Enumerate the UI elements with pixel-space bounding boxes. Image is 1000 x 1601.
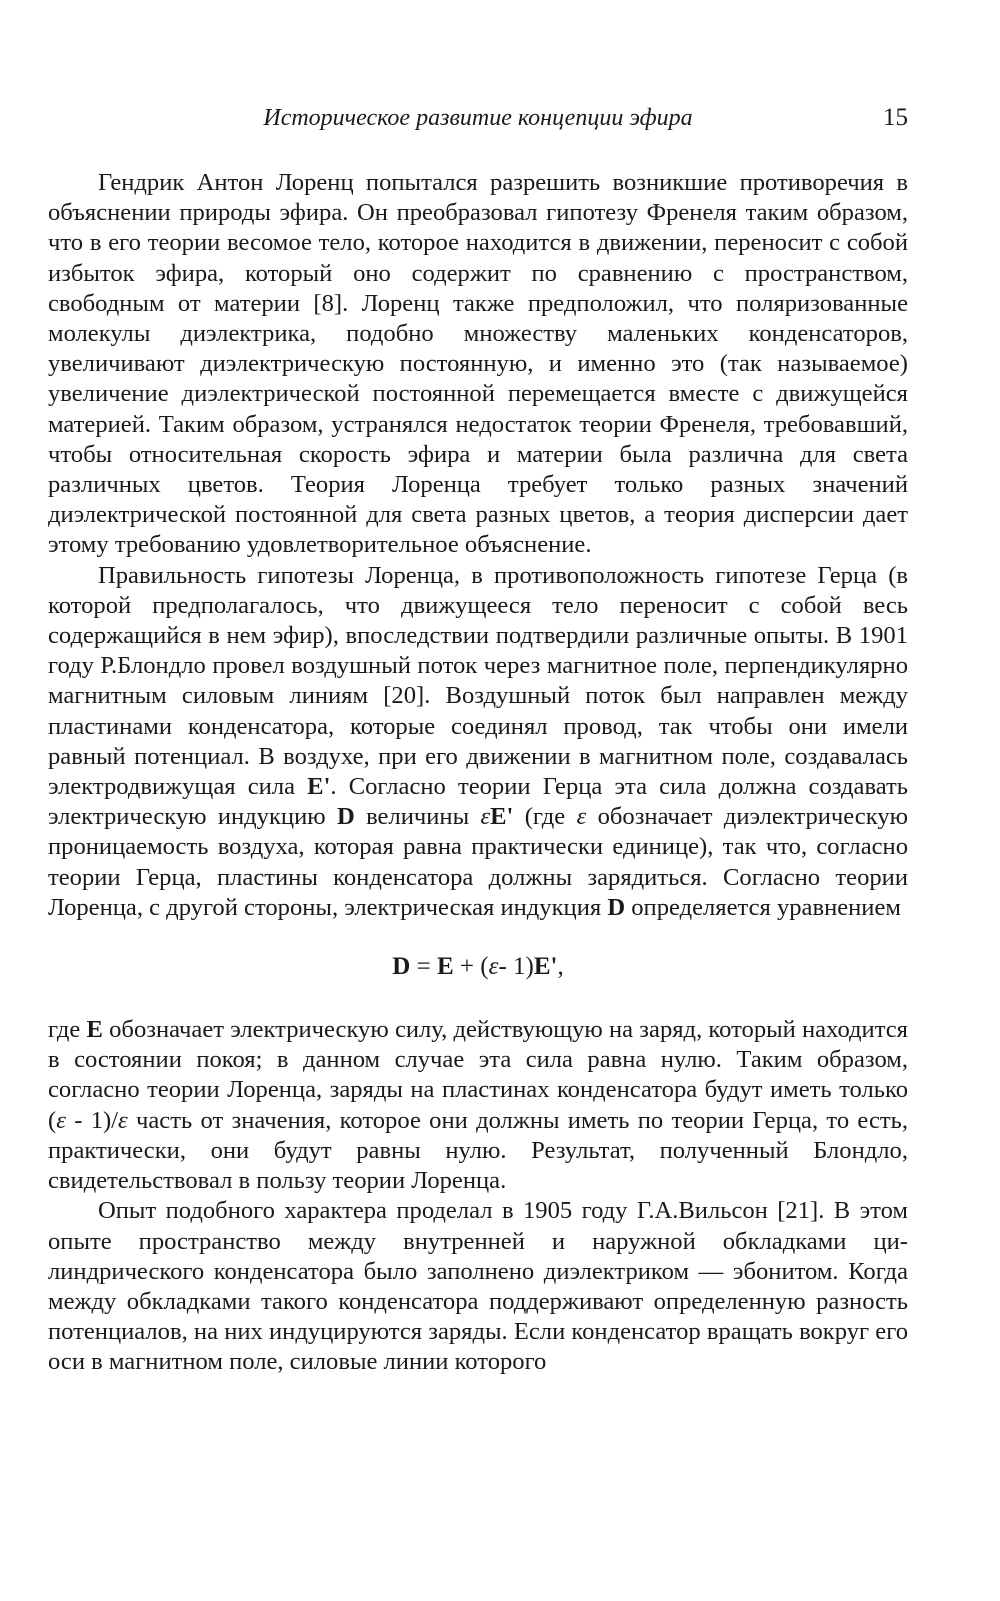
symbol-epsilon: ε: [118, 1106, 128, 1134]
symbol-epsilon: ε: [56, 1106, 66, 1134]
p3-text-4: часть от значения, которое они должны иметь по теории Герца, то есть, практически, они будут равны нулю. Результат, полученный Блондло, свидетельствовал в пользу теории Лоренца.: [48, 1106, 908, 1195]
formula-plus: + (: [453, 953, 489, 981]
p3-text-2: обозначает электрическую силу, действующую на заряд, который находится в состоянии покоя; в данном случае эта сила равна нулю. Таким образом, согласно теории Лоренца, заряды на пластинах конденсатора будут иметь только (: [48, 1016, 908, 1134]
formula-e: E: [436, 953, 454, 981]
p2-text-3: величины: [354, 803, 481, 831]
paragraph-2: [48, 561, 908, 923]
formula-e-prime: E': [533, 953, 558, 981]
symbol-e-prime: E': [490, 803, 514, 831]
symbol-epsilon: ε: [480, 803, 491, 831]
page-number: 15: [883, 104, 908, 131]
symbol-e: E: [86, 1016, 103, 1044]
paragraph-4: Опыт подобного характера проделал в 1905 году Г.А.Вильсон [21]. В этом опыте пространство между внутренней и наружной обкладками цилиндрического конденсатора было заполнено диэлектриком — эбонитом. Когда между обкладками такого конденсатора поддерживают определенную разность потенциалов, на них индуцируются заряды. Если конденсатор вращать вокруг его оси в магнитном поле, силовые линии которого: [48, 1197, 908, 1376]
symbol-epsilon: ε: [576, 803, 587, 831]
p2-text-5: обозначает диэлектрическую проницаемость воздуха, которая равна практически единице), так что, согласно теории Герца, пластины конденсатора должны зарядиться. Согласно теории Лоренца, с другой стороны, электрическая индукция: [48, 803, 908, 921]
symbol-d: D: [607, 893, 626, 921]
p2-text-2: . Согласно теории Герца эта сила должна создавать электрическую индукцию: [48, 773, 908, 831]
equation: [48, 949, 908, 985]
formula-minus: - 1): [498, 953, 534, 981]
page-header: [48, 100, 908, 136]
p2-text-4: (где: [513, 803, 577, 831]
p3-text-1: где: [48, 1016, 87, 1044]
formula-eq: =: [410, 953, 437, 981]
p3-text-3: - 1)/: [65, 1106, 119, 1134]
p2-text-6: определяется уравнением: [625, 893, 901, 921]
running-title: Историческое развитие концепции эфира: [263, 105, 693, 131]
symbol-d: D: [336, 803, 355, 831]
symbol-e-prime: E': [307, 773, 331, 801]
formula-comma: ,: [557, 953, 564, 981]
p2-text-1: Правильность гипотезы Лоренца, в противоположность гипотезе Герца (в которой предполагалось, что движущееся тело переносит с собой весь содержащийся в нем эфир), впоследствии подтвердили различные опыты. В 1901 году Р.Блондло провел воздушный поток через магнитное поле, перпендикулярно магнитным силовым линиям [20]. Воздушный поток был направлен между пластинами конденсатора, которые соединял провод, так чтобы они имели равный потенциал. В воздухе, при его движении в магнитном поле, создавалась электродвижущая сила: [48, 561, 908, 801]
paragraph-1: Гендрик Антон Лоренц попытался разрешить возникшие противоречия в объяснении природы эфира. Он преобразовал гипотезу Френеля таким образом, что в его теории весомое тело, которое находится в движении, переносит с собой избыток эфира, который оно содержит по сравнению с пространством, свободным от материи [8]. Лоренц также предположил, что поляризованные молекулы диэлектрика, подобно множеству маленьких конденсаторов, увеличивают диэлектрическую постоянную, и именно это (так называемое) увеличение диэлектрической постоянной перемещается вместе с движущейся материей. Таким образом, устранялся недостаток теории Френеля, требовавший, чтобы относительная скорость эфира и материи была различна для света различных цветов. Теория Лоренца требует только разных значений диэлектрической постоянной для света разных цветов, а теория дисперсии дает этому требованию удовлетворительное объяснение.: [48, 169, 908, 559]
body-text: [48, 168, 908, 1378]
paragraph-3: [48, 1015, 908, 1196]
formula-epsilon: ε: [488, 953, 499, 981]
formula-lhs: D: [392, 953, 411, 981]
